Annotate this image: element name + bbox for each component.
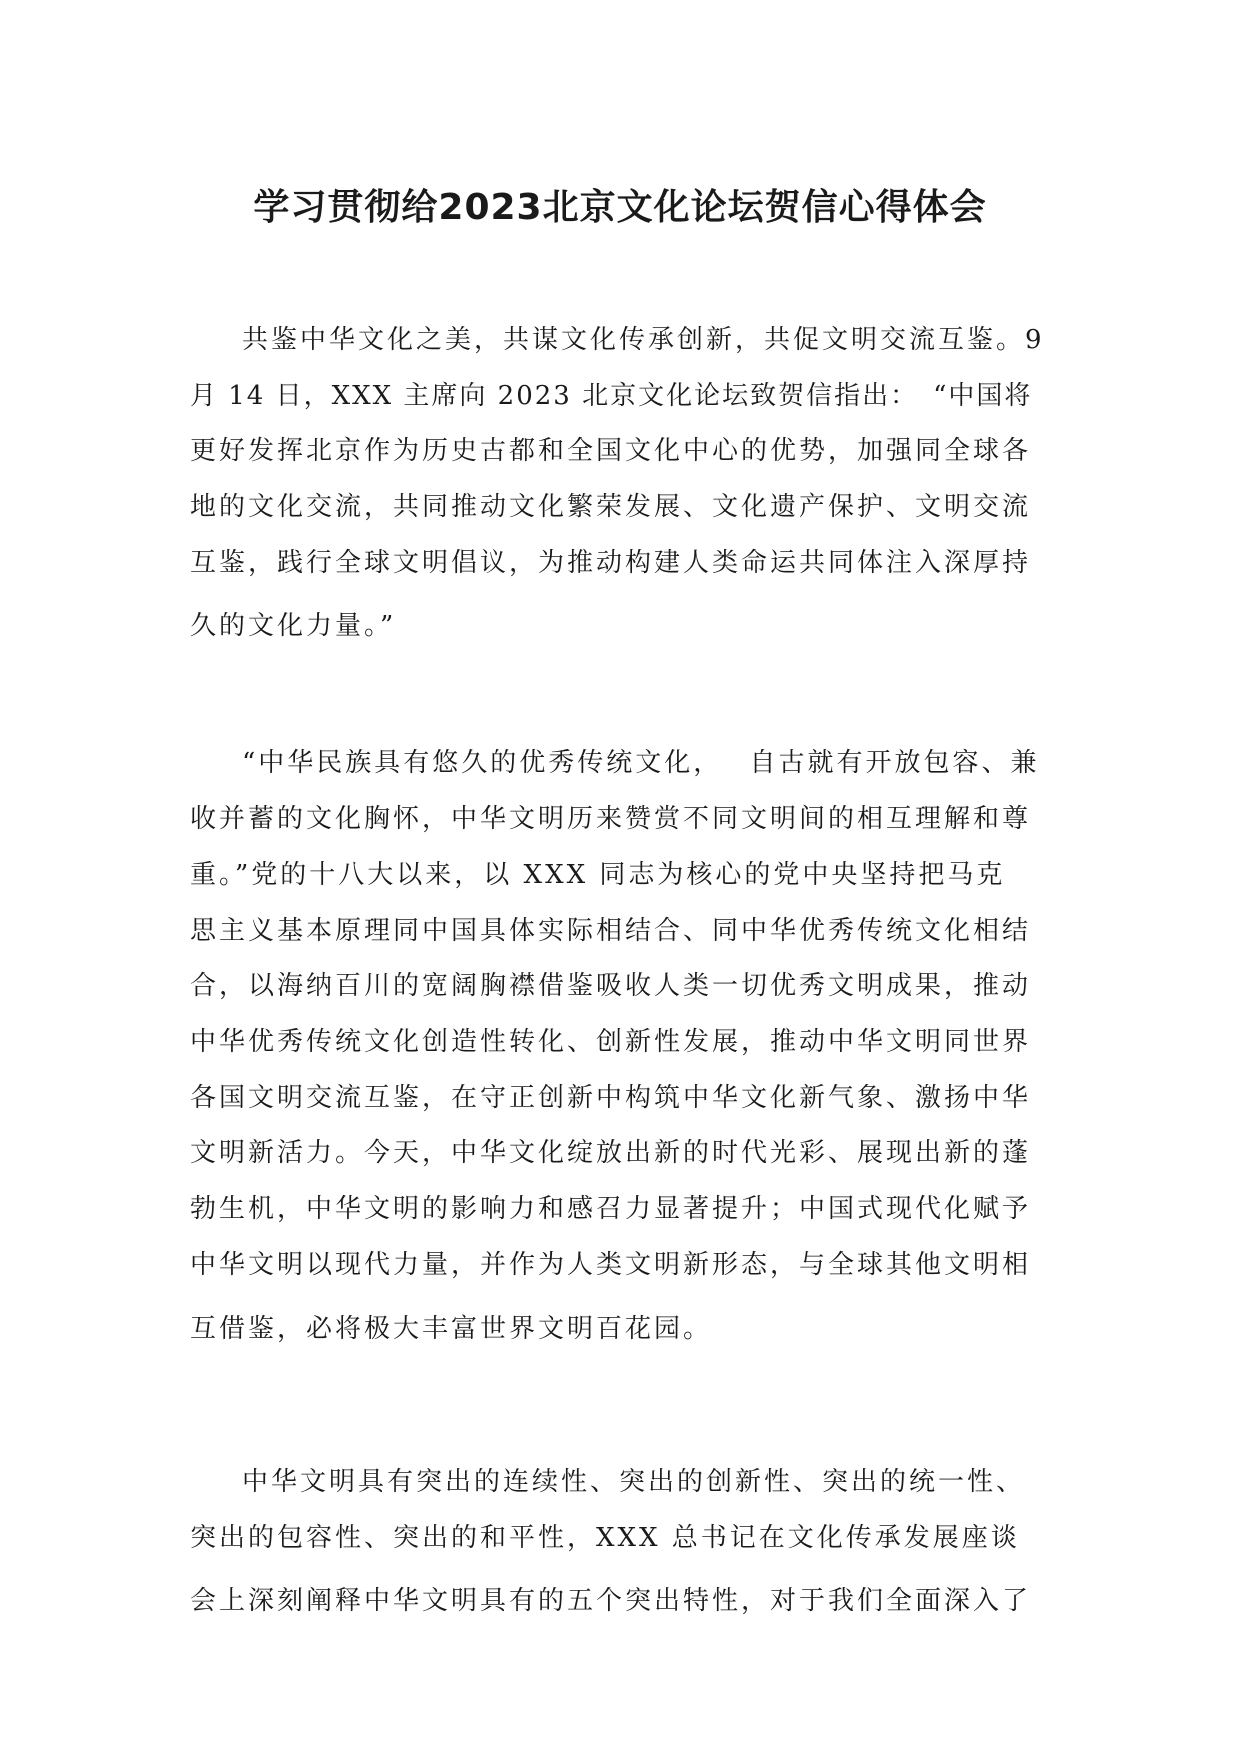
paragraph-line: 勃生机，中华文明的影响力和感召力显著提升；中国式现代化赋予 <box>190 1194 1032 1224</box>
paragraph-line: 合，以海纳百川的宽阔胸襟借鉴吸收人类一切优秀文明成果，推动 <box>190 971 1032 1001</box>
paragraph-line: 中华优秀传统文化创造性转化、创新性发展，推动中华文明同世界 <box>190 1027 1032 1057</box>
paragraph-line: 地的文化交流，共同推动文化繁荣发展、文化遗产保护、文明交流 <box>190 492 1032 522</box>
paragraph-line: 思主义基本原理同中国具体实际相结合、同中华优秀传统文化相结 <box>190 916 1032 946</box>
paragraph-line: 互借鉴，必将极大丰富世界文明百花园。 <box>190 1314 713 1344</box>
paragraph-line: 互鉴，践行全球文明倡议，为推动构建人类命运共同体注入深厚持 <box>190 548 1032 578</box>
paragraph-line: “中华民族具有悠久的优秀传统文化， 自古就有开放包容、兼 <box>242 748 1040 778</box>
paragraph-line: 更好发挥北京作为历史古都和全国文化中心的优势，加强同全球各 <box>190 436 1032 466</box>
paragraph-line: 会上深刻阐释中华文明具有的五个突出特性，对于我们全面深入了 <box>190 1586 1032 1616</box>
document-title: 学习贯彻给2023北京文化论坛贺信心得体会 <box>253 187 987 228</box>
paragraph-line: 各国文明交流互鉴，在守正创新中构筑中华文化新气象、激扬中华 <box>190 1083 1032 1113</box>
paragraph-line: 共鉴中华文化之美，共谋文化传承创新，共促文明交流互鉴。9 <box>242 325 1045 355</box>
paragraph-line: 重。”党的十八大以来，以 XXX 同志为核心的党中央坚持把马克 <box>190 860 1006 890</box>
paragraph-line: 突出的包容性、突出的和平性，XXX 总书记在文化传承发展座谈 <box>190 1523 1020 1553</box>
paragraph-line: 中华文明具有突出的连续性、突出的创新性、突出的统一性、 <box>242 1467 1026 1497</box>
paragraph-line: 久的文化力量。” <box>190 611 397 641</box>
paragraph-line: 文明新活力。今天，中华文化绽放出新的时代光彩、展现出新的蓬 <box>190 1138 1032 1168</box>
paragraph-line: 月 14 日，XXX 主席向 2023 北京文化论坛致贺信指出： “中国将 <box>190 381 1033 411</box>
paragraph-line: 中华文明以现代力量，并作为人类文明新形态，与全球其他文明相 <box>190 1250 1032 1280</box>
paragraph-line: 收并蓄的文化胸怀，中华文明历来赞赏不同文明间的相互理解和尊 <box>190 804 1032 834</box>
